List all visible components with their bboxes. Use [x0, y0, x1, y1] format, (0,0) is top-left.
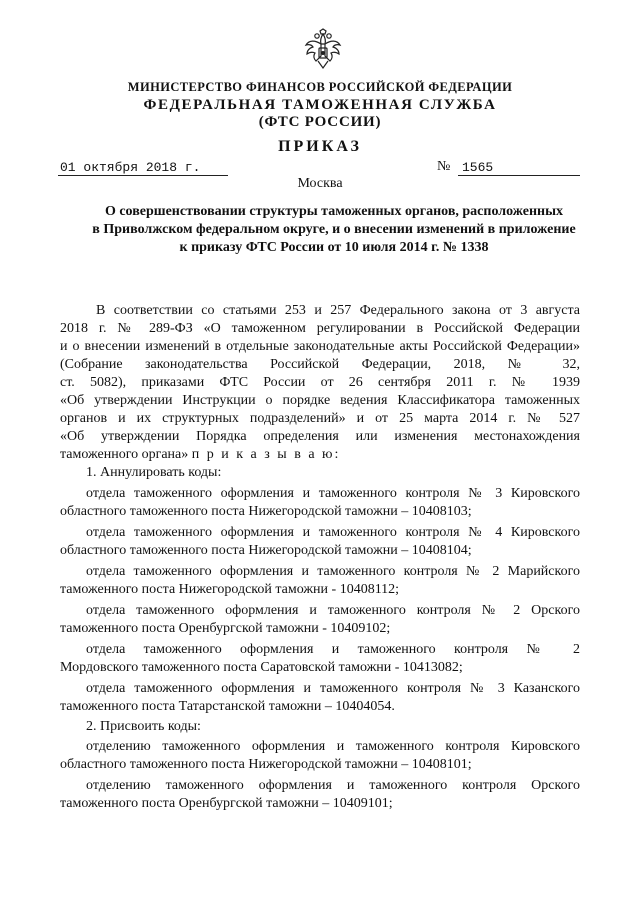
- item1-line: отдела таможенного оформления и таможенного контроля № 2: [86, 642, 580, 657]
- item2-line: отделению таможенного оформления и таможенного контроля Кировского: [86, 739, 580, 754]
- item1-line: областного таможенного поста Нижегородской таможни – 10408103;: [60, 504, 472, 519]
- title-line: в Приволжском федеральном округе, и о внесении изменений в приложение: [92, 222, 576, 237]
- item1-line: таможенного поста Оренбургской таможни - 10409102;: [60, 621, 391, 636]
- service-name: ФЕДЕРАЛЬНАЯ ТАМОЖЕННАЯ СЛУЖБА: [143, 97, 497, 113]
- preamble-last-line: [60, 446, 580, 464]
- item1-line: таможенного поста Нижегородской таможни - 10408112;: [60, 582, 400, 597]
- preamble-last: таможенного органа»: [60, 447, 189, 462]
- document-number: 1565: [462, 160, 494, 175]
- item1-line: отдела таможенного оформления и таможенного контроля № 4 Кировского: [86, 525, 580, 540]
- preamble-line: (Собрание законодательства Российской Федерации, 2018, № 32,: [60, 357, 580, 372]
- preamble-line: органов и их структурных подразделений» и от 25 марта 2014 г. № 527: [60, 411, 580, 426]
- document-date: 01 октября 2018 г.: [60, 160, 201, 175]
- item1-line: отдела таможенного оформления и таможенного контроля № 3 Кировского: [86, 486, 580, 501]
- title-line: к приказу ФТС России от 10 июля 2014 г. № 1338: [179, 240, 489, 255]
- preamble-line: 2018 г. № 289-ФЗ «О таможенном регулировании в Российской Федерации: [60, 321, 580, 336]
- preamble-line: и о внесении изменений в отдельные законодательные акты Российской Федерации»: [60, 339, 580, 354]
- document-type: ПРИКАЗ: [278, 138, 362, 155]
- double-headed-eagle-emblem-icon: [303, 28, 343, 72]
- prikazyvayu: п р и к а з ы в а ю:: [191, 447, 341, 462]
- item2-line: таможенного поста Оренбургской таможни – 10409101;: [60, 796, 393, 811]
- item1-line: таможенного поста Татарстанской таможни – 10404054.: [60, 699, 395, 714]
- preamble-line: ст. 5082), приказами ФТС России от 26 сентября 2011 г. № 1939: [60, 375, 580, 390]
- service-short-name: (ФТС РОССИИ): [258, 114, 382, 130]
- preamble-line: «Об утверждении Порядка определения или изменения местонахождения: [60, 429, 580, 444]
- item1-heading: 1. Аннулировать коды:: [86, 465, 222, 480]
- title-line: О совершенствовании структуры таможенных органов, расположенных: [104, 204, 564, 219]
- ministry-name: МИНИСТЕРСТВО ФИНАНСОВ РОССИЙСКОЙ ФЕДЕРАЦИИ: [127, 80, 513, 94]
- preamble-line: В соответствии со статьями 253 и 257 Федерального закона от 3 августа: [96, 303, 580, 318]
- preamble-line: «Об утверждении Инструкции о порядке ведения Классификатора таможенных: [60, 393, 580, 408]
- number-label: №: [437, 159, 451, 174]
- item2-line: отделению таможенного оформления и таможенного контроля Орского: [86, 778, 580, 793]
- document-city: Москва: [297, 176, 343, 191]
- item1-line: областного таможенного поста Нижегородской таможни – 10408104;: [60, 543, 472, 558]
- item1-line: отдела таможенного оформления и таможенного контроля № 2 Марийского: [86, 564, 580, 579]
- item1-line: отдела таможенного оформления и таможенного контроля № 3 Казанского: [86, 681, 580, 696]
- item2-line: областного таможенного поста Нижегородской таможни – 10408101;: [60, 757, 472, 772]
- item2-heading: 2. Присвоить коды:: [86, 719, 201, 734]
- item1-line: Мордовского таможенного поста Саратовской таможни - 10413082;: [60, 660, 463, 675]
- item1-line: отдела таможенного оформления и таможенного контроля № 2 Орского: [86, 603, 580, 618]
